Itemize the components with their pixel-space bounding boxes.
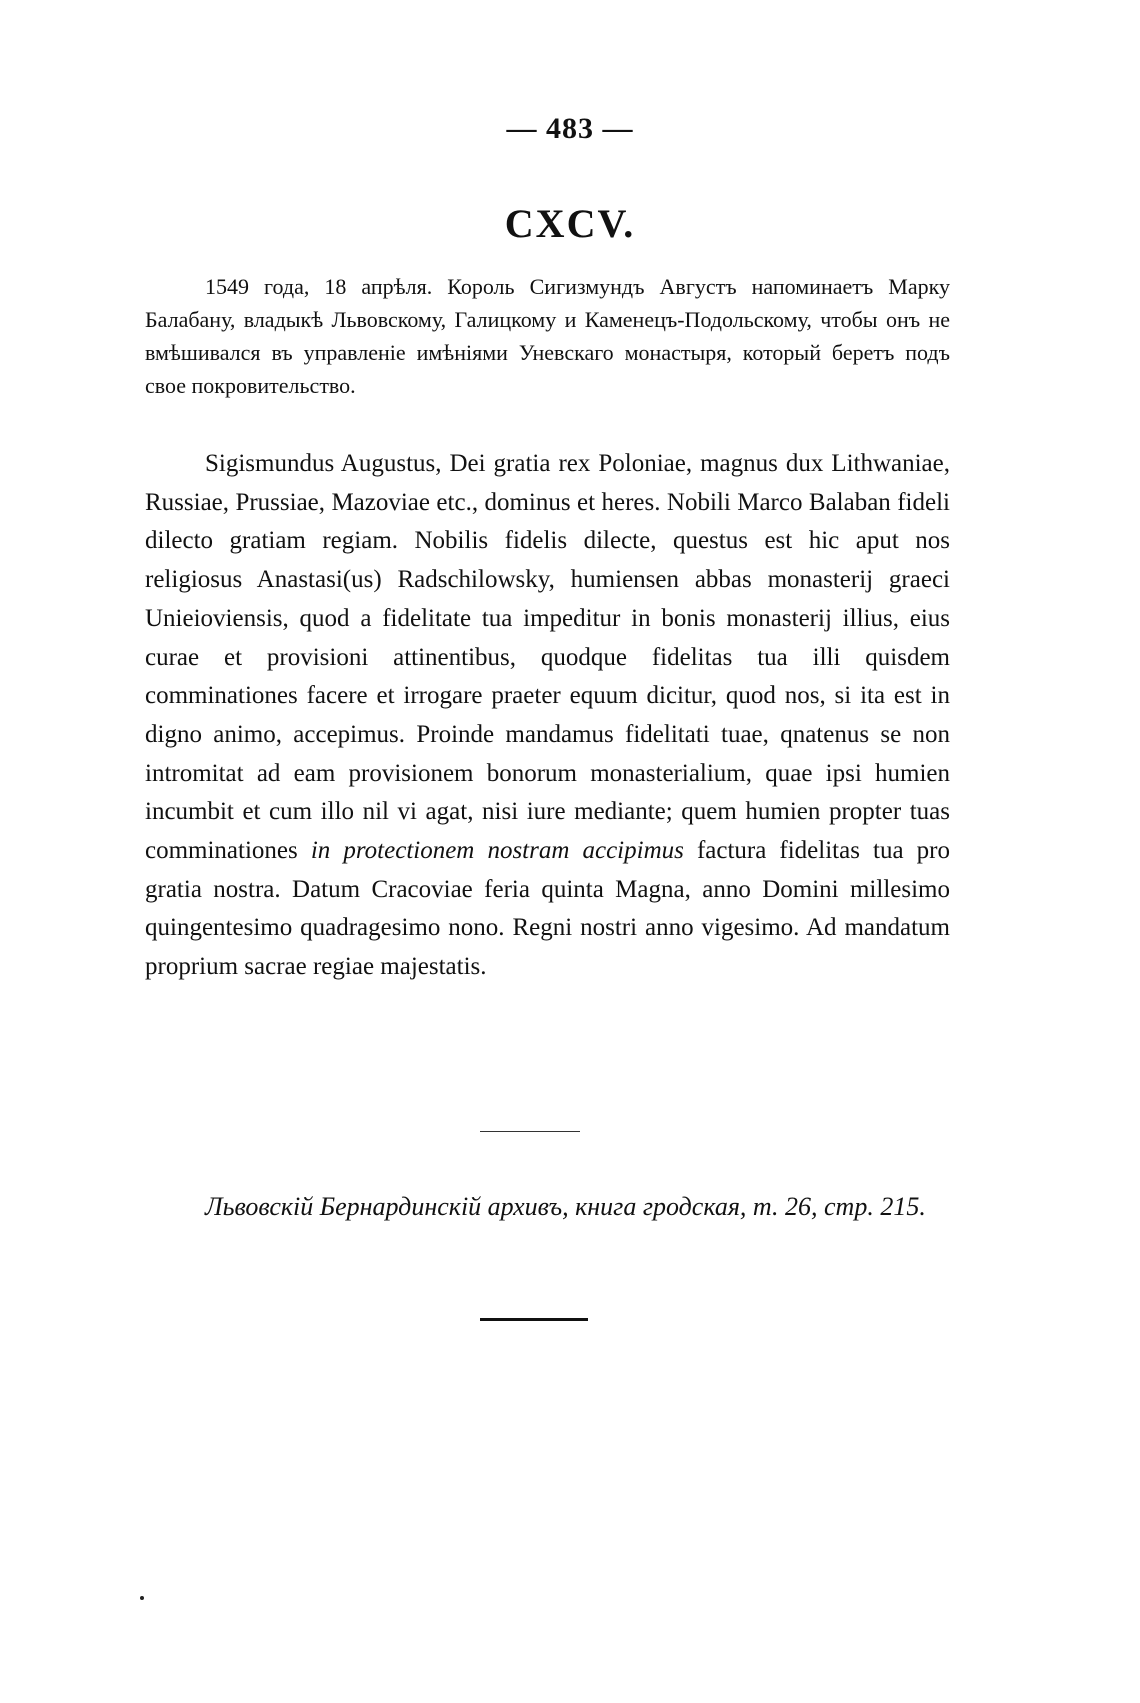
print-speck (140, 1596, 144, 1600)
document-number: CXCV. (504, 201, 636, 246)
body-text-part-1: Sigismundus Augustus, Dei gratia rex Poloniae, magnus dux Lithwaniae, Russiae, Prussiae, Mazoviae etc., dominus et heres. Nobili Marco Balaban fideli dilecto gratiam regiam. Nobilis fidelis dilecte, questus est hic aput nos religiosus Anastasi(us) Radschilowsky, humiensen abbas monasterij graeci Unieioviensis, quod a fidelitate tua impeditur in bonis monasterij illius, eius curae et provisioni attinentibus, quodque fidelitas tua illi quisdem comminationes facere et irrogare praeter equum dicitur, quod nos, si ita est in digno animo, accepimus. Proinde mandamus fidelitati tuae, qnatenus se non intromitat ad eam provisionem bonorum monasterialium, quae ipsi humien incumbit et cum illo nil vi agat, nisi iure mediante; quem humien propter tuas comminationes (145, 450, 950, 865)
body-text-part-2: factura fidelitas tua pro gratia nostra. Datum Cracoviae feria quinta Magna, anno Domini millesimo quingentesimo quadragesimo nono. Regni nostri anno vigesimo. Ad mandatum proprium sacrae regiae majestatis. (145, 837, 950, 981)
end-rule (480, 1318, 588, 1321)
page-number: — 483 — (506, 112, 634, 145)
body-text-italic: in protectionem nostram accipimus (310, 837, 684, 865)
source-citation: Львовскій Бернардинскій архивъ, книга гродская, т. 26, стр. 215. (205, 1192, 926, 1221)
document-body (145, 445, 950, 987)
document-summary: 1549 года, 18 апрѣля. Король Сигизмундъ Августъ напоминаетъ Марку Балабану, владыкѣ Львовскому, Галицкому и Каменецъ-Подольскому, чтобы онъ не вмѣшивался въ управленіе имѣніями Уневскаго монастыря, который беретъ подъ свое покровительство. (145, 274, 950, 398)
separator-rule (480, 1131, 580, 1132)
